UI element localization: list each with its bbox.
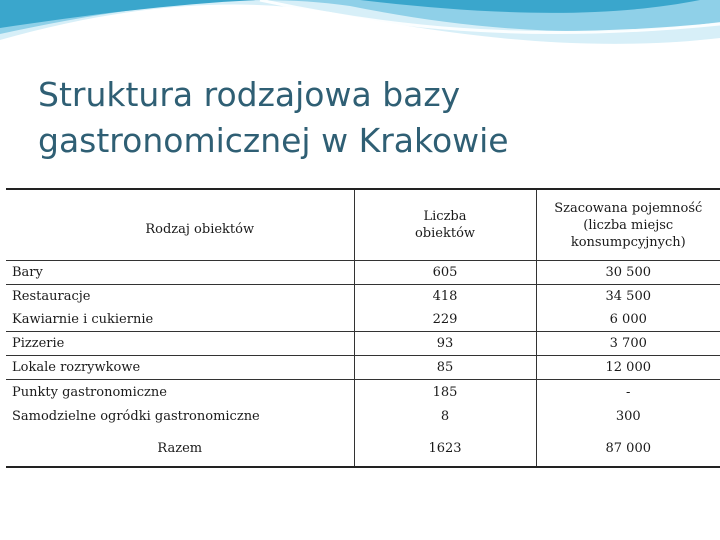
table-header-row — [6, 189, 720, 261]
header-capacity-line-2: (liczba miejsc — [583, 217, 674, 233]
row-capacity: 34 500 — [536, 285, 720, 309]
header-capacity-line-1: Szacowana pojemność — [554, 200, 703, 216]
gastronomy-structure-table — [6, 188, 720, 468]
header-capacity-line-3: konsumpcyjnych) — [570, 234, 686, 250]
table-row — [6, 356, 720, 380]
total-label: Razem — [6, 428, 354, 467]
row-capacity: - — [536, 380, 720, 405]
gastronomy-table-container — [6, 188, 720, 456]
row-type: Bary — [6, 261, 354, 285]
header-object-count — [354, 189, 536, 261]
row-type: Punkty gastronomiczne — [12, 384, 167, 400]
table-row — [6, 285, 720, 309]
row-type: Pizzerie — [6, 332, 354, 356]
table-row — [6, 261, 720, 285]
row-count: 229 — [354, 308, 536, 332]
row-count: 605 — [354, 261, 536, 285]
table-row — [6, 308, 720, 332]
slide-title-line-2: gastronomicznej w Krakowie — [38, 121, 509, 160]
table-total-row — [6, 428, 720, 467]
row-count: 85 — [354, 356, 536, 380]
row-count: 8 — [354, 404, 536, 428]
slide-title-line-1: Struktura rodzajowa bazy — [38, 75, 461, 114]
header-count-line-1: Liczba — [423, 209, 467, 224]
row-capacity: 12 000 — [536, 356, 720, 380]
table-row — [6, 332, 720, 356]
row-count: 185 — [354, 380, 536, 405]
header-object-type: Rodzaj obiektów — [6, 189, 354, 261]
header-capacity — [536, 189, 720, 261]
table-row — [6, 404, 720, 428]
row-type: Samodzielne ogródki gastronomiczne — [12, 408, 260, 424]
row-capacity: 30 500 — [536, 261, 720, 285]
row-type: Kawiarnie i cukiernie — [6, 308, 354, 332]
row-capacity: 3 700 — [536, 332, 720, 356]
row-count: 418 — [354, 285, 536, 309]
header-count-line-2: obiektów — [414, 226, 476, 241]
row-capacity: 300 — [536, 404, 720, 428]
total-capacity: 87 000 — [536, 428, 720, 467]
row-type: Restauracje — [12, 289, 91, 304]
row-count: 93 — [354, 332, 536, 356]
total-count: 1623 — [354, 428, 536, 467]
row-capacity: 6 000 — [536, 308, 720, 332]
table-row — [6, 380, 720, 405]
row-type: Lokale rozrywkowe — [6, 356, 354, 380]
slide-title — [38, 72, 698, 164]
